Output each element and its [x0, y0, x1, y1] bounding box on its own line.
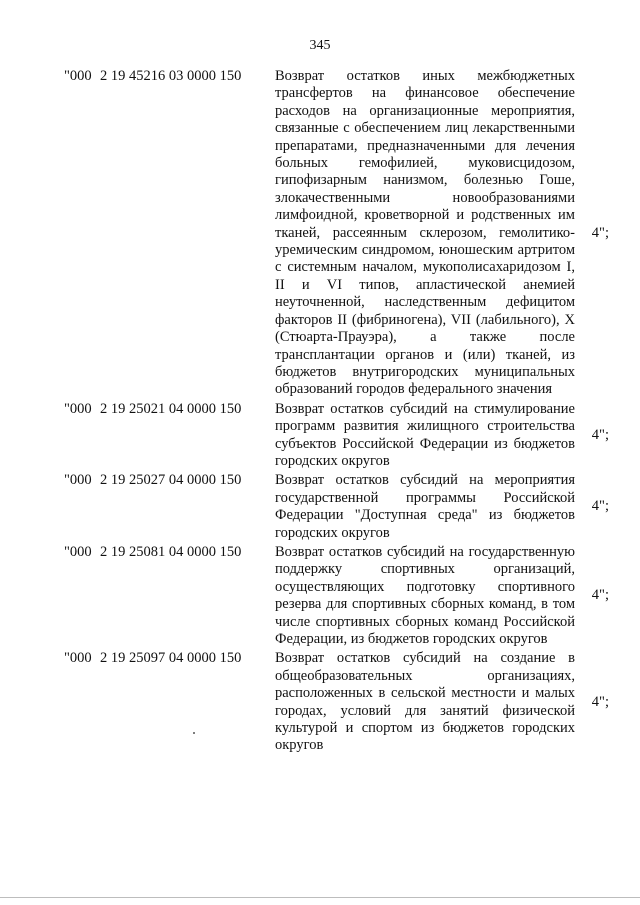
- scan-speck: [193, 732, 195, 734]
- budget-classification-code: 2 19 25021 04 0000 150: [100, 400, 242, 417]
- budget-classification-code: 2 19 25081 04 0000 150: [100, 543, 242, 560]
- entry-prefix: "000: [64, 543, 92, 560]
- budget-code-list: [64, 68, 609, 757]
- entry-description: Возврат остатков субсидий на мероприятия государственной программы Российской Федерации "Доступная среда" из бюджетов городских округов: [275, 472, 575, 541]
- page-bottom-edge: [0, 897, 640, 898]
- list-item: [64, 544, 609, 648]
- list-item: [64, 68, 609, 399]
- list-item: [64, 401, 609, 471]
- entry-description: Возврат остатков иных межбюджетных трансфертов на финансовое обеспечение расходов на организационные мероприятия, связанные с обеспечением лиц лекарственными препаратами, предназначенными для лечения больных гемофилией, муковисцидозом, гипофизарным нанизмом, болезнью Гоше, злокачественными новообразованиями лимфоидной, кроветворной и родственных им тканей, рассеянным склерозом, гемолитико-уремическим синдромом, юношеским артритом с системным началом, мукополисахаридозом I, II и VI типов, апластической анемией неуточненной, наследственным дефицитом факторов II (фибриногена), VII (лабильного), X (Стюарта-Прауэра), а также после трансплантации органов и (или) тканей, из бюджетов внутригородских муниципальных образований городов федерального значения: [275, 68, 575, 398]
- entry-closing-mark: 4";: [591, 587, 609, 604]
- budget-classification-code: 2 19 45216 03 0000 150: [100, 68, 242, 84]
- entry-prefix: "000: [64, 472, 92, 489]
- entry-closing-mark: 4";: [591, 693, 609, 710]
- entry-closing-mark: 4";: [591, 498, 609, 515]
- list-item: [64, 650, 609, 754]
- budget-classification-code: 2 19 25097 04 0000 150: [100, 650, 242, 667]
- entry-prefix: "000: [64, 650, 92, 667]
- page-number: 345: [309, 38, 331, 53]
- entry-description: Возврат остатков субсидий на государственную поддержку спортивных организаций, осуществляющих подготовку спортивного резерва для спортивных сборных команд, в том числе спортивных сборных команд Российской Федерации, из бюджетов городских округов: [275, 543, 575, 647]
- budget-classification-code: 2 19 25027 04 0000 150: [100, 472, 242, 489]
- entry-prefix: "000: [64, 400, 92, 417]
- entry-closing-mark: 4";: [591, 224, 609, 241]
- list-item: [64, 472, 609, 542]
- entry-description: Возврат остатков субсидий на создание в общеобразовательных организациях, расположенных в сельской местности и малых городах, условий для занятий физической культурой и спортом из бюджетов городских округов: [275, 650, 575, 754]
- entry-description: Возврат остатков субсидий на стимулирование программ развития жилищного строительства субъектов Российской Федерации из бюджетов городских округов: [275, 400, 575, 469]
- entry-closing-mark: 4";: [591, 426, 609, 443]
- entry-prefix: "000: [64, 68, 92, 84]
